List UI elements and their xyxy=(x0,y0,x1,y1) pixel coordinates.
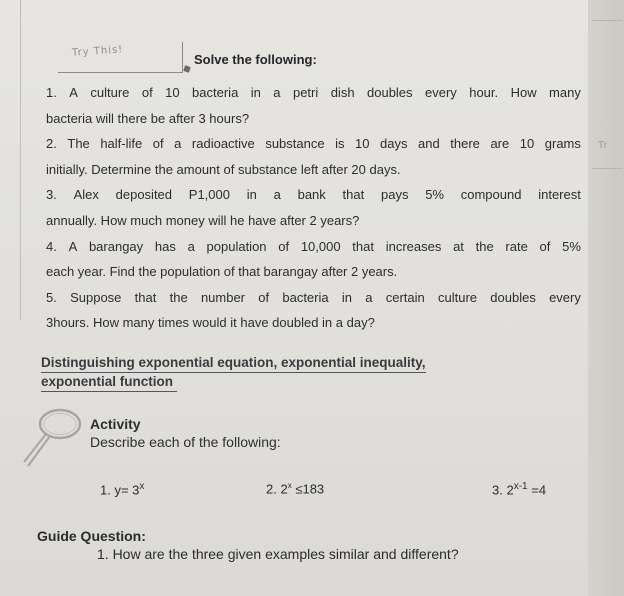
problem-word: rate xyxy=(505,238,528,254)
section-title-line1: Distinguishing exponential equation, exponential inequality, xyxy=(41,354,426,373)
problem-line: 3hours. How many times would it have doubled in a day? xyxy=(46,315,375,331)
problem-word: half-life xyxy=(100,136,143,152)
adjacent-page-edge xyxy=(588,0,624,596)
problem-word: population xyxy=(206,238,267,254)
problem-word: 10 xyxy=(519,136,535,152)
problem-line: bacteria will there be after 3 hours? xyxy=(46,110,250,126)
problem-word: petri xyxy=(292,85,319,100)
problem-word: certain xyxy=(385,289,425,305)
problem-word: 1. xyxy=(46,85,57,100)
problem-word: of xyxy=(539,238,551,254)
problem-word: radioactive xyxy=(191,136,255,152)
problem-word: 10 xyxy=(165,85,180,100)
try-this-badge xyxy=(58,42,183,73)
problem-word: 3. xyxy=(46,187,57,203)
problem-word: a xyxy=(174,136,182,152)
problem-word: 5% xyxy=(562,238,581,254)
divider xyxy=(592,20,622,21)
problem-word: culture xyxy=(438,289,478,305)
problem-word: compound xyxy=(460,187,522,203)
activity-item-2 xyxy=(266,481,324,496)
problem-word: A xyxy=(69,85,78,100)
activity-item-3 xyxy=(492,481,546,497)
problem-line xyxy=(46,234,581,260)
problem-word: bacteria xyxy=(282,289,329,305)
problem-word: substance xyxy=(265,136,325,152)
item-expression: y= 3 xyxy=(114,482,140,498)
problem-word: Suppose xyxy=(70,289,122,305)
section-title-line2: exponential function xyxy=(41,373,177,392)
problem-word: in xyxy=(250,85,261,100)
problem-word: 10 xyxy=(355,136,370,152)
item-expression: 2 xyxy=(280,481,288,497)
problem-word: A xyxy=(68,238,78,254)
problem-word: 5% xyxy=(425,187,444,203)
problem-word: bank xyxy=(297,187,326,203)
problem-word: barangay xyxy=(88,238,144,254)
instruction-heading: Solve the following: xyxy=(194,52,317,67)
problem-word: hour. xyxy=(469,85,499,100)
try-this-label: Try This! xyxy=(71,44,124,59)
problem-word: 10,000 xyxy=(300,238,341,254)
adjacent-page-text: Tr xyxy=(598,140,608,151)
problem-word: days xyxy=(380,136,408,152)
problem-word: a xyxy=(187,238,195,254)
guide-question-label: Guide Question: xyxy=(37,528,146,544)
problem-word: number xyxy=(200,289,246,305)
problem-word: a xyxy=(365,289,373,305)
problem-word: dish xyxy=(330,85,355,100)
problem-line xyxy=(46,80,581,106)
problem-word: in xyxy=(341,289,352,305)
problem-word: of xyxy=(141,85,153,100)
problem-word: the xyxy=(475,238,494,254)
problem-word: grams xyxy=(544,136,581,152)
problem-word: P1,000 xyxy=(188,187,230,203)
guide-question-text: 1. How are the three given examples similar and different? xyxy=(97,546,459,562)
magnifier-icon xyxy=(18,400,98,480)
problem-word: interest xyxy=(538,187,581,203)
problem-word: 4. xyxy=(46,238,57,254)
activity-instruction: Describe each of the following: xyxy=(90,434,281,450)
item-expression: 2 xyxy=(506,482,514,498)
item-exponent: x xyxy=(287,481,292,490)
problem-word: the xyxy=(169,289,188,305)
problem-word: doubles xyxy=(490,289,536,305)
problem-word: has xyxy=(154,238,176,254)
problem-word: of xyxy=(278,238,290,254)
problem-word: that xyxy=(352,238,374,254)
problem-word: every xyxy=(549,289,581,305)
divider xyxy=(592,168,622,169)
problem-word: pays xyxy=(380,187,409,203)
pin-icon xyxy=(183,65,191,73)
problem-word: at xyxy=(453,238,464,254)
margin-line xyxy=(20,0,21,320)
problem-word: 5. xyxy=(46,289,57,305)
problem-line xyxy=(46,285,581,311)
problem-word: of xyxy=(152,136,164,152)
problem-word: Alex xyxy=(73,187,99,203)
problem-word: bacteria xyxy=(192,85,239,100)
problem-line: annually. How much money will he have after 2 years? xyxy=(46,212,360,228)
problem-list xyxy=(46,80,581,336)
problem-line: initially. Determine the amount of substance left after 20 days. xyxy=(46,161,401,177)
problem-word: many xyxy=(549,85,581,100)
problem-word: every xyxy=(424,85,457,100)
item-number: 3. xyxy=(492,482,503,498)
item-exponent: x-1 xyxy=(513,481,528,492)
item-number: 2. xyxy=(266,481,277,497)
problem-word: 2. xyxy=(46,136,57,152)
problem-word: in xyxy=(246,187,257,203)
problem-line xyxy=(46,131,581,157)
problem-word: are xyxy=(490,136,510,152)
problem-word: deposited xyxy=(115,187,173,203)
section-title xyxy=(41,354,511,392)
activity-item-1 xyxy=(100,481,144,497)
activity-label: Activity xyxy=(90,416,141,432)
problem-line: each year. Find the population of that barangay after 2 years. xyxy=(46,264,398,280)
problem-word: that xyxy=(342,187,365,203)
problem-word: a xyxy=(273,187,281,203)
problem-word: of xyxy=(258,289,270,305)
problem-word: there xyxy=(450,136,480,152)
problem-word: doubles xyxy=(367,85,413,100)
problem-word: is xyxy=(335,136,345,152)
item-exponent: x xyxy=(139,481,145,492)
problem-word: and xyxy=(418,136,440,152)
problem-word: increases xyxy=(385,238,442,254)
problem-word: a xyxy=(273,85,281,100)
item-equation: =4 xyxy=(531,482,547,498)
problem-word: How xyxy=(510,85,537,100)
problem-word: The xyxy=(67,136,90,152)
problem-word: that xyxy=(134,289,157,305)
item-number: 1. xyxy=(100,482,111,498)
problem-word: culture xyxy=(90,85,130,100)
problem-line xyxy=(46,182,581,208)
item-inequality: ≤183 xyxy=(295,481,325,497)
